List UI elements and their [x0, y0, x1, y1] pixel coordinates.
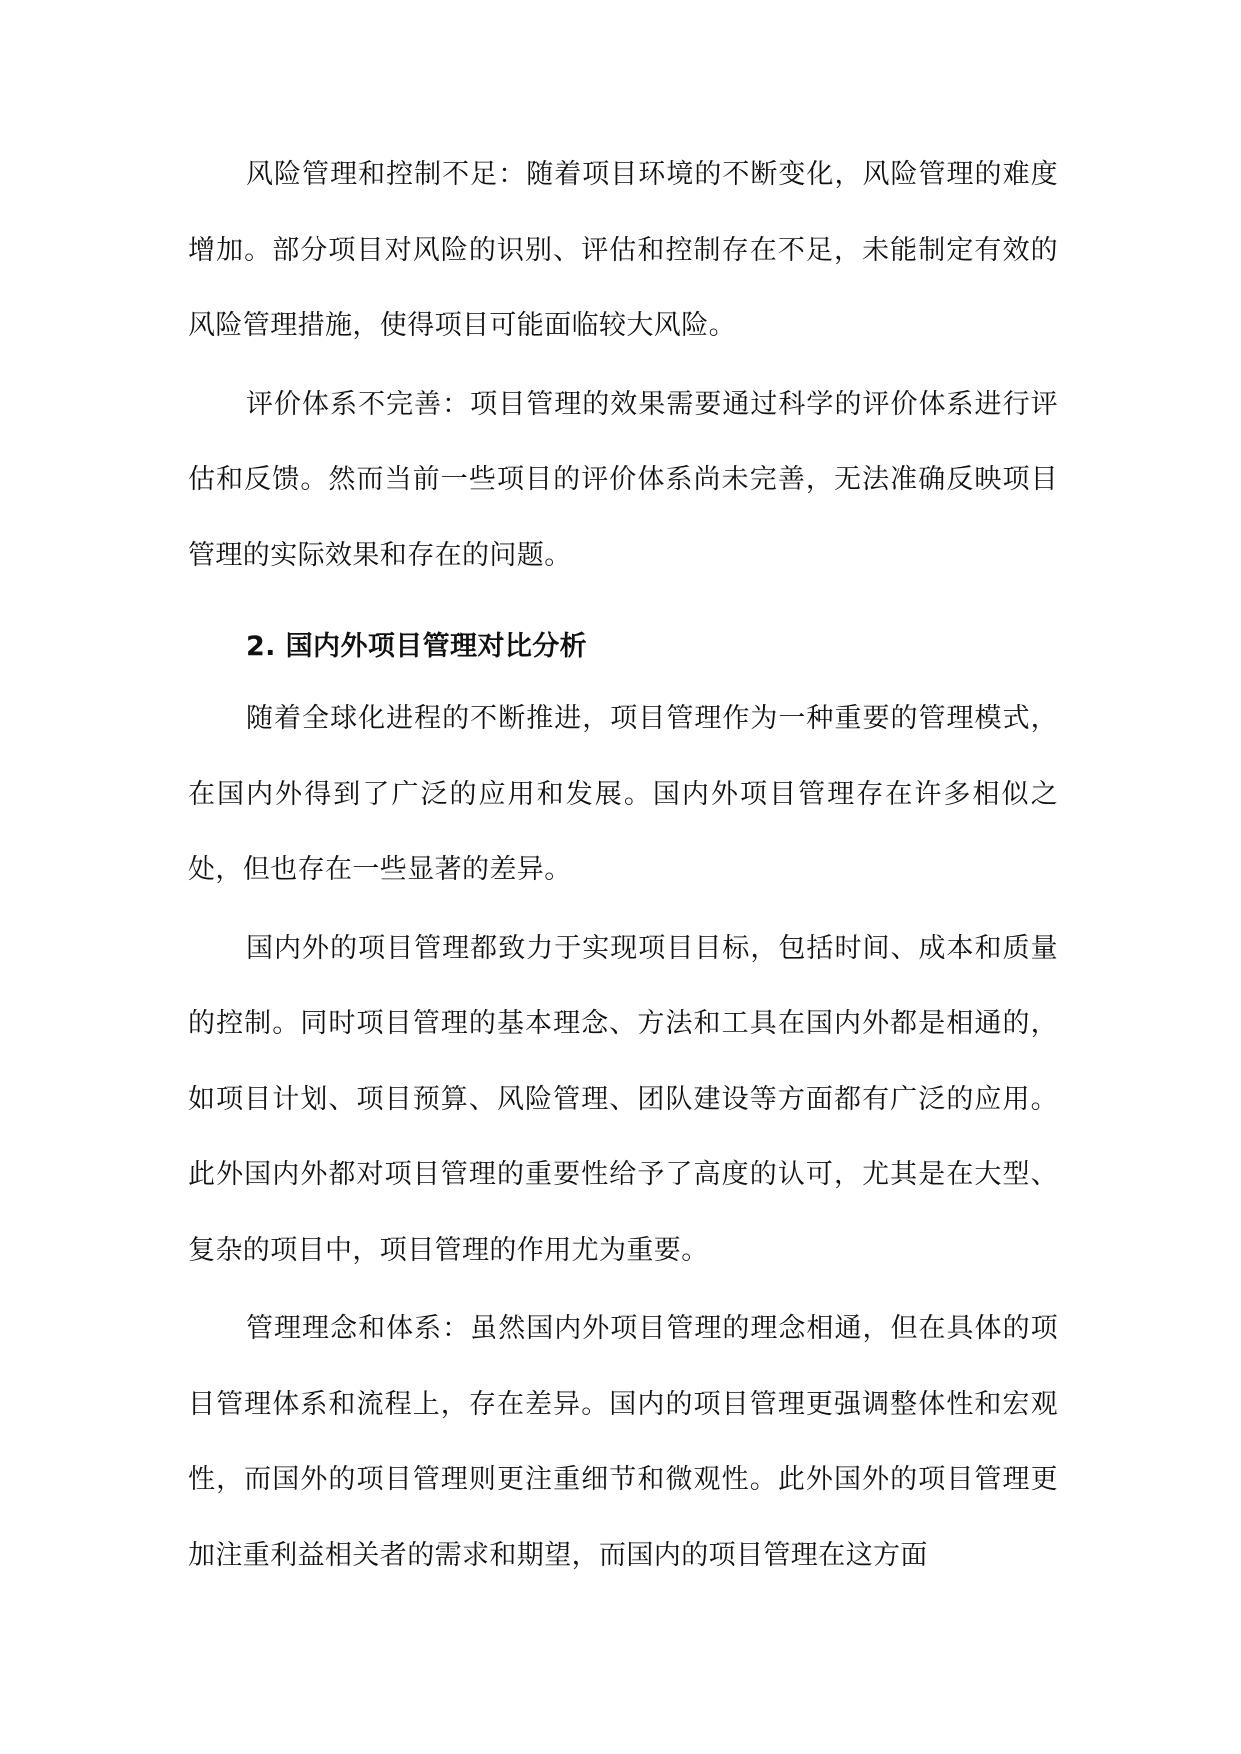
document-body: [188, 137, 1058, 1593]
paragraph-risk-management: 风险管理和控制不足：随着项目环境的不断变化，风险管理的难度增加。部分项目对风险的识别、评估和控制存在不足，未能制定有效的风险管理措施，使得项目可能面临较大风险。: [188, 159, 1058, 341]
section-heading: 2. 国内外项目管理对比分析: [246, 631, 588, 662]
paragraph-evaluation-system: 评价体系不完善：项目管理的效果需要通过科学的评价体系进行评估和反馈。然而当前一些项目的评价体系尚未完善，无法准确反映项目管理的实际效果和存在的问题。: [188, 388, 1058, 571]
paragraph-globalization: 随着全球化进程的不断推进，项目管理作为一种重要的管理模式，在国内外得到了广泛的应用和发展。国内外项目管理存在许多相似之处，但也存在一些显著的差异。: [188, 703, 1058, 885]
paragraph-similarities: 国内外的项目管理都致力于实现项目目标，包括时间、成本和质量的控制。同时项目管理的基本理念、方法和工具在国内外都是相通的，如项目计划、项目预算、风险管理、团队建设等方面都有广泛的应用。此外国内外都对项目管理的重要性给予了高度的认可，尤其是在大型、复杂的项目中，项目管理的作用尤为重要。: [188, 932, 1058, 1266]
paragraph-management-concepts: 管理理念和体系：虽然国内外项目管理的理念相通，但在具体的项目管理体系和流程上，存在差异。国内的项目管理更强调整体性和宏观性，而国外的项目管理则更注重细节和微观性。此外国外的项目管理更加注重利益相关者的需求和期望，而国内的项目管理在这方面: [188, 1313, 1058, 1571]
